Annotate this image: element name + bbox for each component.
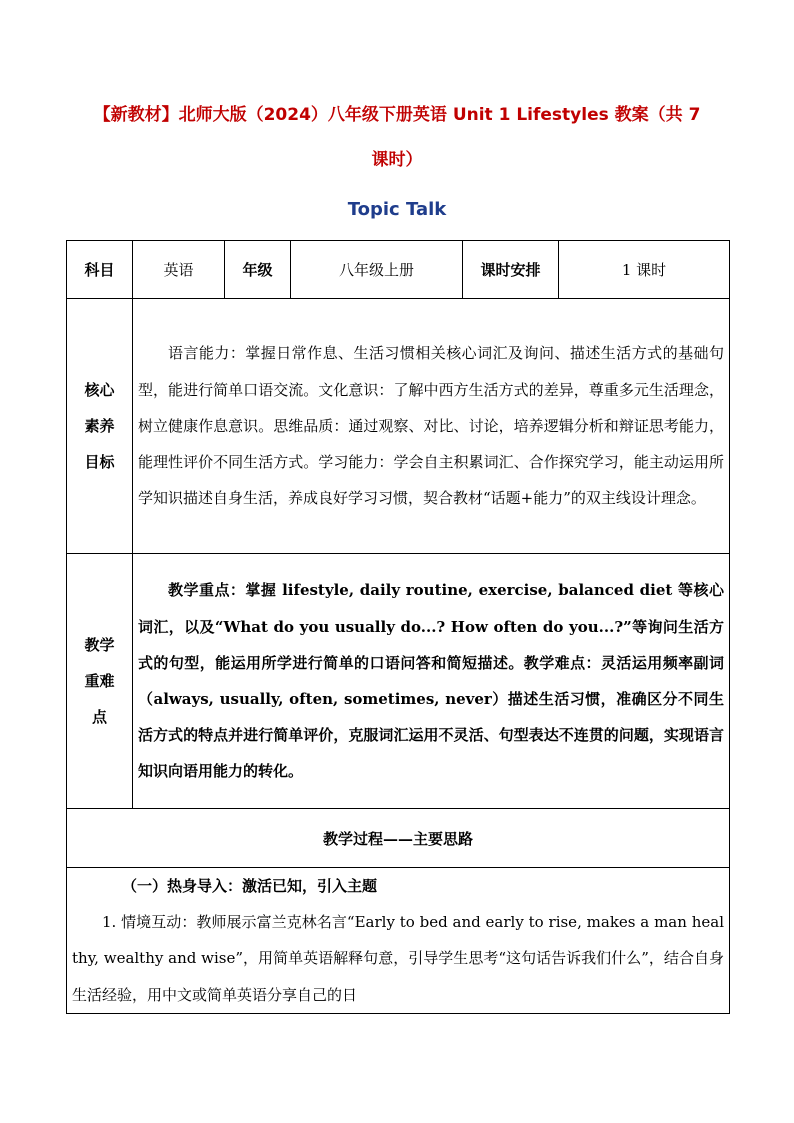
info-row — [67, 241, 730, 299]
grade-label: 年级 — [225, 241, 291, 299]
goals-label-line-3: 目标 — [84, 453, 115, 471]
goals-label — [67, 299, 133, 554]
goals-label-line-1: 核心 — [84, 381, 115, 399]
process-item-1: 1. 情境互动：教师展示富兰克林名言“Early to bed and early to rise, makes a man healthy, wealthy and wise”，用简单英语解释句意，引导学生思考“这句话告诉我们什么”，结合自身生活经验，用中文或简单英语分享自己的日 — [72, 913, 724, 1004]
subject-value: 英语 — [133, 241, 225, 299]
key-points-text: 教学重点：掌握 lifestyle, daily routine, exercise, balanced diet 等核心词汇，以及“What do you usually do...? How often do you...?”等询问生活方式的句型，能运用所学进行简单的口语问答和简短描述。教学难点：灵活运用频率副词（always, usually, often, sometimes, never）描述生活习惯，准确区分不同生活方式的特点并进行简单评价，克服词汇运用不灵活、句型表达不连贯的问题，实现语言知识向语用能力的转化。 — [138, 581, 724, 781]
document-title-line-1: 【新教材】北师大版（2024）八年级下册英语 Unit 1 Lifestyles 教案（共 7 — [93, 105, 701, 125]
lesson-subtitle: Topic Talk — [347, 199, 447, 220]
key-points-label-line-2: 重难 — [84, 672, 115, 690]
process-heading-row — [67, 809, 730, 868]
key-points-content — [133, 554, 730, 809]
lesson-plan-table — [66, 240, 730, 1014]
grade-value: 八年级上册 — [291, 241, 463, 299]
goals-row — [67, 299, 730, 554]
process-section-title: （一）热身导入：激活已知，引入主题 — [122, 877, 378, 895]
process-content — [67, 868, 730, 1014]
goals-content — [133, 299, 730, 554]
process-heading: 教学过程——主要思路 — [67, 809, 730, 868]
subject-label: 科目 — [67, 241, 133, 299]
schedule-label: 课时安排 — [463, 241, 559, 299]
key-points-label-line-1: 教学 — [84, 636, 115, 654]
key-points-row — [67, 554, 730, 809]
goals-text: 语言能力：掌握日常作息、生活习惯相关核心词汇及询问、描述生活方式的基础句型，能进行简单口语交流。文化意识：了解中西方生活方式的差异，尊重多元生活理念，树立健康作息意识。思维品质：通过观察、对比、讨论，培养逻辑分析和辩证思考能力，能理性评价不同生活方式。学习能力：学会自主积累词汇、合作探究学习，能主动运用所学知识描述自身生活，养成良好学习习惯，契合教材“话题+能力”的双主线设计理念。 — [138, 344, 724, 508]
document-title-line-2: 课时） — [371, 150, 423, 170]
key-points-label — [67, 554, 133, 809]
goals-label-line-2: 素养 — [84, 417, 115, 435]
key-points-label-line-3: 点 — [91, 708, 107, 726]
schedule-value: 1 课时 — [559, 241, 730, 299]
process-body-row — [67, 868, 730, 1014]
